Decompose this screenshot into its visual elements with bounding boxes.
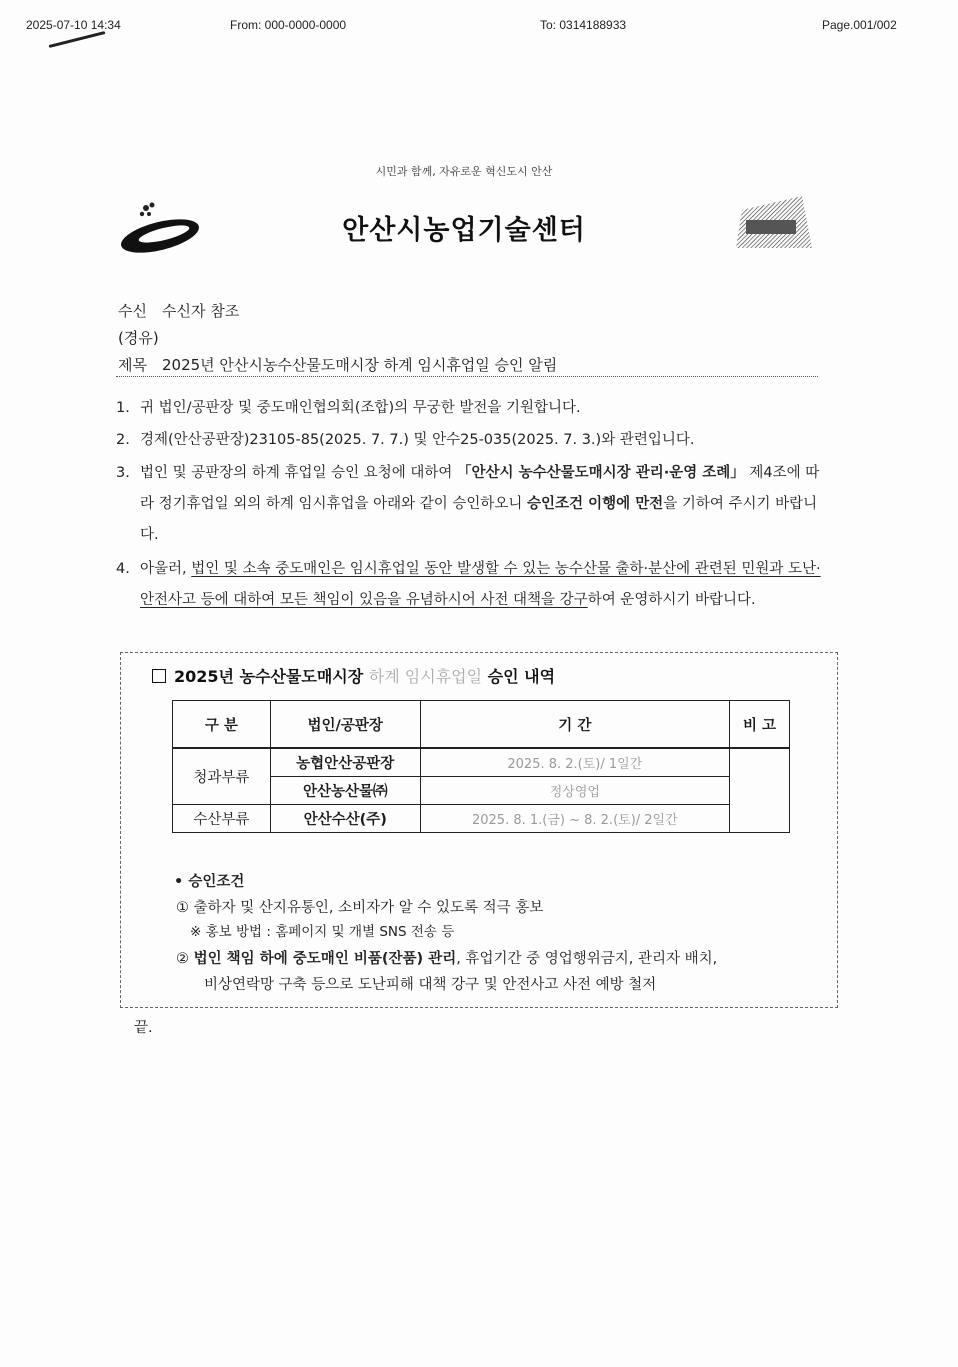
text-run: 하여 운영하시기 바랍니다. — [587, 592, 756, 608]
paragraph-text — [140, 458, 824, 551]
subject-label: 제목 — [118, 356, 147, 374]
paragraph-text: 귀 법인/공판장 및 중도매인협의회(조합)의 무궁한 발전을 기원합니다. — [140, 400, 581, 416]
via-line: (경유) — [118, 329, 159, 347]
recipient-value: 수신자 참조 — [162, 302, 240, 320]
certification-stamp-icon — [732, 190, 816, 254]
corp-cell: 안산농산물㈜ — [270, 777, 420, 805]
period-cell: 정상영업 — [420, 777, 729, 805]
header-note: 비 고 — [730, 701, 790, 749]
title-part: 승인 내역 — [482, 667, 556, 686]
condition-1-note: ※ 홍보 방법 : 홈페이지 및 개별 SNS 전송 등 — [190, 924, 455, 940]
subject-line — [118, 354, 557, 375]
paragraph-text — [140, 554, 824, 616]
header-period: 기 간 — [420, 701, 729, 749]
fax-page: Page.001/002 — [822, 18, 897, 32]
emphasis-text: 승인조건 이행에 만전 — [527, 496, 664, 512]
org-name: 안산시농업기술센터 — [342, 215, 586, 246]
paragraph-4 — [116, 554, 824, 616]
text-run: 제4조에 따라 정기휴업일 외의 하계 임시휴업을 아래와 같이 승인하오니 — [140, 465, 820, 512]
paragraph-number: 2. — [116, 432, 130, 448]
ordinance-name: 「안산시 농수산물도매시장 관리·운영 조례」 — [457, 465, 745, 481]
text-run: 을 기하여 주시기 바랍니다. — [140, 496, 818, 543]
paragraph-2 — [116, 425, 824, 456]
header-category: 구 분 — [173, 701, 271, 749]
condition-2 — [176, 947, 717, 968]
checkbox-icon — [152, 669, 166, 683]
corp-cell: 안산수산(주) — [270, 805, 420, 833]
text-run: 아울러, — [140, 561, 192, 577]
paragraph-number: 3. — [116, 465, 130, 481]
fax-to: To: 0314188933 — [540, 18, 627, 32]
title-part: 2025년 농수산물도매시장 — [174, 667, 369, 686]
subject-divider — [116, 376, 818, 377]
paragraph-number: 1. — [116, 400, 130, 416]
text-run: 법인 및 공판장의 하계 휴업일 승인 요청에 대하여 — [140, 465, 458, 481]
pen-mark — [48, 31, 105, 48]
condition-number: ② — [176, 951, 194, 967]
category-cell: 청과부류 — [173, 748, 271, 805]
paragraph-text: 경제(안산공판장)23105-85(2025. 7. 7.) 및 안수25-035(2025. 7. 3.)와 관련입니다. — [140, 432, 695, 448]
paragraph-1 — [116, 393, 824, 424]
table-row — [173, 805, 790, 833]
fax-from: From: 000-0000-0000 — [230, 18, 347, 32]
table-header-row — [173, 701, 790, 749]
underlined-text: 법인 및 소속 중도매인은 임시휴업일 동안 발생할 수 있는 농수산물 출하·분산에 관련된 민원과 도난·안전사고 등에 대하여 모든 책임이 있음을 유념하시어 사전 대책을 강구 — [140, 561, 821, 608]
recipient-line — [118, 300, 239, 321]
corp-cell: 농협안산공판장 — [270, 748, 420, 777]
paragraph-3 — [116, 458, 824, 551]
paragraph-number: 4. — [116, 561, 130, 577]
note-cell — [730, 748, 790, 833]
city-slogan: 시민과 함께, 자유로운 혁신도시 안산 — [375, 165, 553, 178]
category-cell: 수산부류 — [173, 805, 271, 833]
condition-emphasis: 법인 책임 하에 중도매인 비품(잔품) 관리 — [193, 951, 457, 967]
conditions-title: • 승인조건 — [174, 874, 245, 890]
period-cell: 2025. 8. 2.(토)/ 1일간 — [420, 748, 729, 777]
approval-box-title — [152, 664, 555, 687]
approval-table — [172, 700, 790, 833]
subject-value: 2025년 안산시농수산물도매시장 하계 임시휴업일 승인 알림 — [162, 356, 558, 374]
condition-2-line2: 비상연락망 구축 등으로 도난피해 대책 강구 및 안전사고 사전 예방 철저 — [204, 977, 657, 993]
header-corp: 법인/공판장 — [270, 701, 420, 749]
table-row — [173, 748, 790, 777]
period-cell: 2025. 8. 1.(금) ~ 8. 2.(토)/ 2일간 — [420, 805, 729, 833]
closing-mark: 끝. — [134, 1020, 153, 1036]
fax-datetime: 2025-07-10 14:34 — [26, 18, 121, 32]
condition-1: ① 출하자 및 산지유통인, 소비자가 알 수 있도록 적극 홍보 — [176, 900, 544, 916]
condition-text: , 휴업기간 중 영업행위금지, 관리자 배치, — [456, 951, 718, 967]
recipient-label: 수신 — [118, 302, 147, 320]
title-part-faded: 하계 임시휴업일 — [368, 667, 483, 686]
